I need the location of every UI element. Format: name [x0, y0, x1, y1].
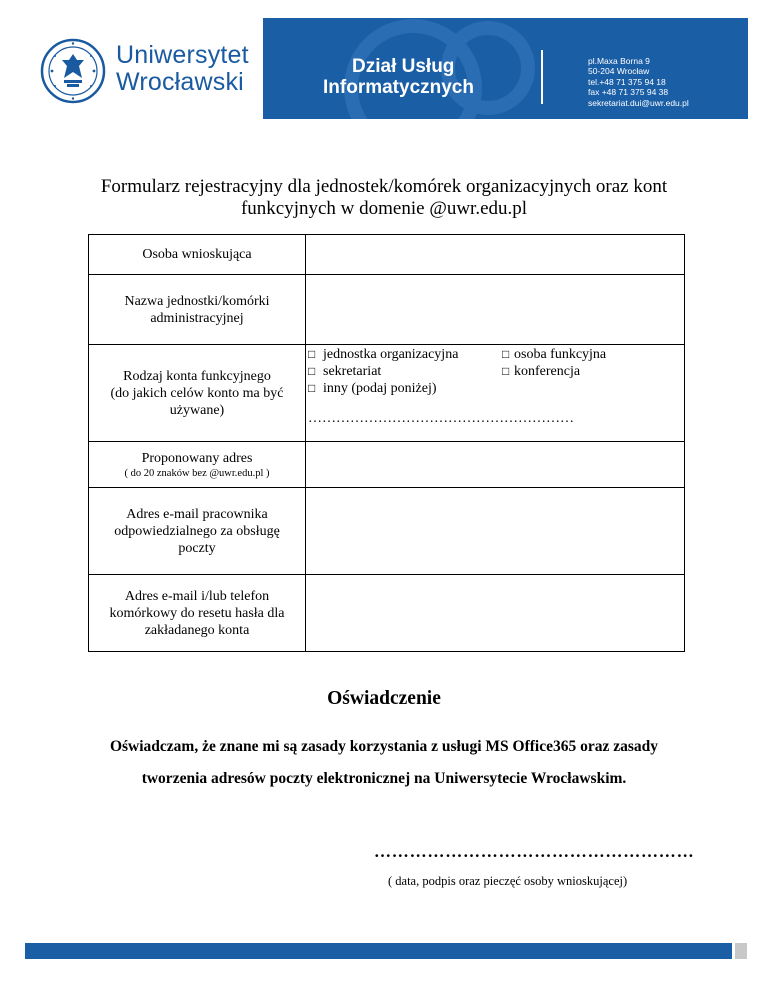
contact-city: 50-204 Wrocław — [588, 66, 650, 77]
form-title-line1: Formularz rejestracyjny dla jednostek/komórek organizacyjnych oraz kont — [100, 176, 668, 197]
unit-label: Nazwa jednostki/komórki administracyjnej — [89, 275, 306, 345]
declaration-text-line2: tworzenia adresów poczty elektronicznej na Uniwersytecie Wrocławskim. — [141, 770, 627, 787]
form-row-applicant — [89, 235, 685, 275]
university-seal-icon — [40, 38, 106, 104]
contact-address: pl.Maxa Borna 9 — [588, 56, 650, 66]
department-name — [323, 56, 474, 98]
proposed-address-note: ( do 20 znaków bez @uwr.edu.pl ) — [124, 467, 270, 479]
university-name-line1: Uniwersytet — [116, 41, 249, 69]
registration-form-table — [88, 234, 685, 652]
reset-contact-label: Adres e-mail i/lub telefon komórkowy do resetu hasła dla zakładanego konta — [89, 575, 306, 652]
account-type-options-left — [308, 346, 458, 397]
contact-info — [588, 56, 689, 108]
option-osoba-funkcyjna[interactable]: □ osoba funkcyjna — [502, 347, 607, 362]
form-row-employee-email — [89, 488, 685, 575]
form-row-proposed-address — [89, 442, 685, 488]
unit-field[interactable] — [306, 275, 685, 345]
signature-caption: ( data, podpis oraz pieczęć osoby wnioskującej) — [388, 874, 628, 888]
checkbox-icon[interactable]: □ — [308, 347, 316, 361]
option-konferencja[interactable]: □ konferencja — [502, 364, 581, 379]
applicant-label: Osoba wnioskująca — [89, 235, 306, 275]
proposed-address-label: Proponowany adres ( do 20 znaków bez @uwr.edu.pl ) — [89, 442, 306, 488]
declaration-text-line1: Oświadczam, że znane mi są zasady korzystania z usługi MS Office365 oraz zasady — [109, 738, 659, 755]
footer-bar-end — [735, 943, 747, 959]
contact-email: sekretariat.dui@uwr.edu.pl — [588, 97, 689, 108]
banner-divider — [541, 50, 543, 104]
form-title-line2: funkcyjnych w domenie @uwr.edu.pl — [240, 198, 528, 219]
checkbox-icon[interactable]: □ — [502, 364, 510, 378]
account-type-options — [306, 345, 685, 442]
form-row-reset-contact — [89, 575, 685, 652]
option-sekretariat[interactable]: □ sekretariat — [308, 364, 382, 379]
employee-email-label: Adres e-mail pracownika odpowiedzialnego za obsługę poczty — [89, 488, 306, 575]
declaration-text — [40, 731, 728, 795]
applicant-field[interactable] — [306, 235, 685, 275]
account-type-label: Rodzaj konta funkcyjnego (do jakich celów konto ma być używane) — [89, 345, 306, 442]
university-logo — [40, 38, 250, 118]
option-inny[interactable]: □ inny (podaj poniżej) — [308, 381, 437, 396]
checkbox-icon[interactable]: □ — [502, 347, 510, 361]
signature-line[interactable]: ……………………………………………… — [374, 842, 695, 861]
account-type-options-right — [502, 346, 606, 380]
proposed-address-field[interactable] — [306, 442, 685, 488]
other-input-dots[interactable]: ………………………………………………… — [308, 411, 574, 426]
footer-bar — [25, 943, 732, 959]
contact-phone: tel.+48 71 375 94 18 — [588, 76, 666, 87]
declaration-title: Oświadczenie — [327, 688, 441, 709]
department-banner — [263, 18, 748, 119]
form-row-unit — [89, 275, 685, 345]
contact-fax: fax +48 71 375 94 38 — [588, 87, 669, 98]
department-name-line2: Informatycznych — [323, 77, 474, 98]
form-title — [60, 176, 708, 220]
university-name-line2: Wrocławski — [116, 68, 244, 96]
checkbox-icon[interactable]: □ — [308, 364, 316, 378]
reset-contact-field[interactable] — [306, 575, 685, 652]
checkbox-icon[interactable]: □ — [308, 381, 316, 395]
employee-email-field[interactable] — [306, 488, 685, 575]
department-name-line1: Dział Usług — [352, 56, 455, 77]
form-row-account-type — [89, 345, 685, 442]
option-jednostka-organizacyjna[interactable]: □ jednostka organizacyjna — [308, 347, 459, 362]
